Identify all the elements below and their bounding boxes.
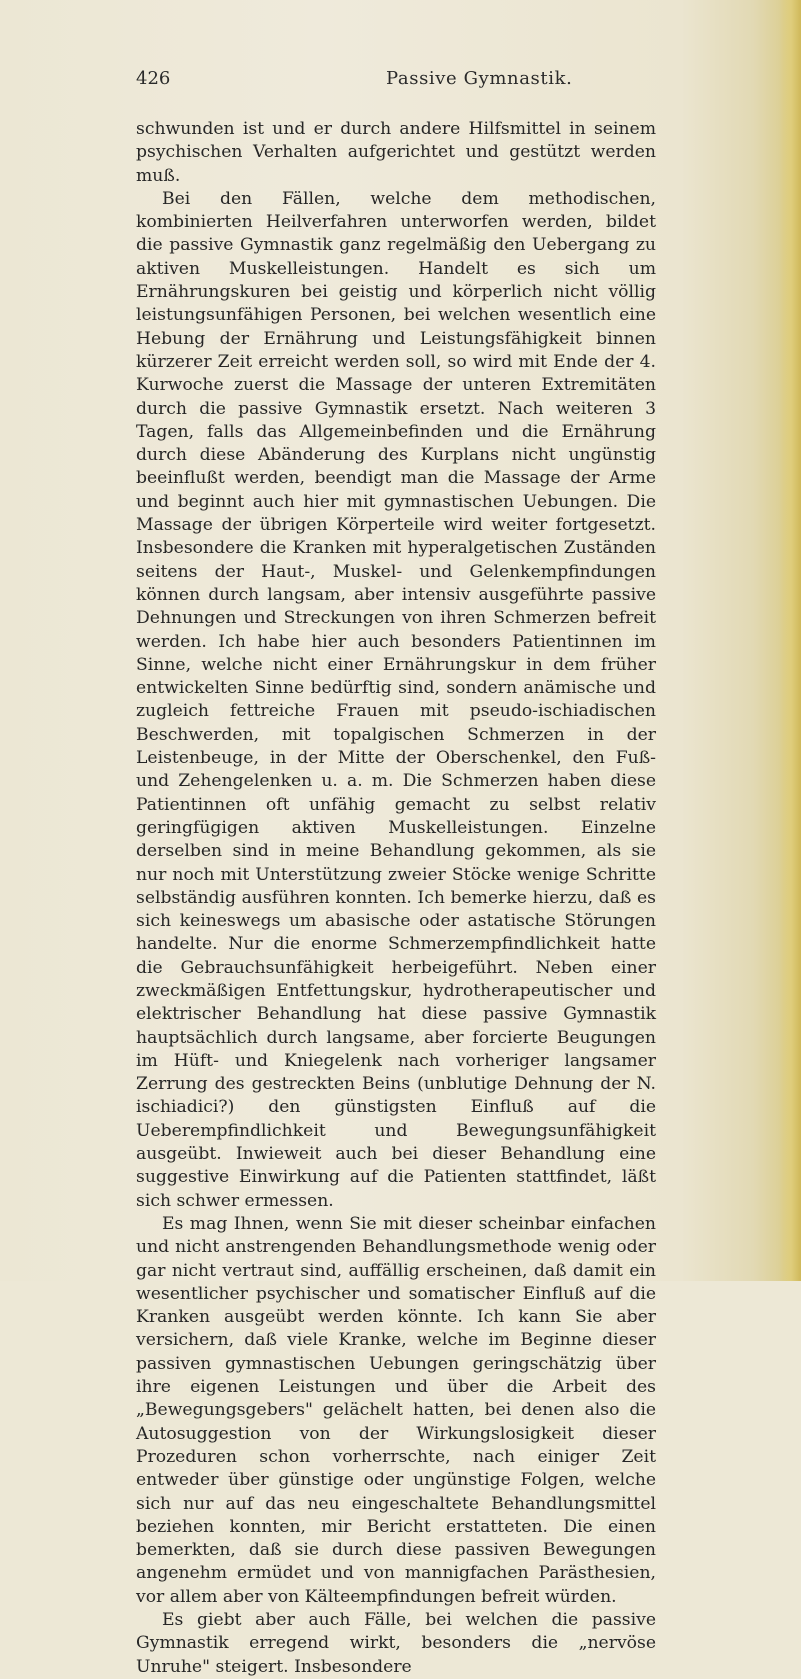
page-edge [779, 0, 801, 1281]
running-title: Passive Gymnastik. [386, 68, 573, 89]
body-text [136, 118, 656, 1679]
page-header [136, 68, 656, 98]
paragraph-1: schwunden ist und er durch andere Hilfsmittel in seinem psychischen Verhalten aufgerichtet und gestützt werden muß. [136, 119, 656, 186]
page-number: 426 [136, 68, 171, 89]
paragraph-2: Bei den Fällen, welche dem methodischen, kombinierten Heilverfahren unterworfen werden, bildet die passive Gymnastik ganz regelmäßig den Uebergang zu aktiven Muskelleistungen. Handelt es sich um Ernährungskuren bei geistig und körperlich nicht völlig leistungsunfähigen Personen, bei welchen wesentlich eine Hebung der Ernährung und Leistungsfähigkeit binnen kürzerer Zeit erreicht werden soll, so wird mit Ende der 4. Kurwoche zuerst die Massage der unteren Extremitäten durch die passive Gymnastik ersetzt. Nach weiteren 3 Tagen, falls das Allgemeinbefinden und die Ernährung durch diese Abänderung des Kurplans nicht ungünstig beeinflußt werden, beendigt man die Massage der Arme und beginnt auch hier mit gymnastischen Uebungen. Die Massage der übrigen Körperteile wird weiter fortgesetzt. Insbesondere die Kranken mit hyperalgetischen Zuständen seitens der Haut-, Muskel- und Gelenkempfindungen können durch langsam, aber intensiv ausgeführte passive Dehnungen und Streckungen von ihren Schmerzen befreit werden. Ich habe hier auch besonders Patientinnen im Sinne, welche nicht einer Ernährungskur in dem früher entwickelten Sinne bedürftig sind, sondern anämische und zugleich fettreiche Frauen mit pseudo-ischiadischen Beschwerden, mit topalgischen Schmerzen in der Leistenbeuge, in der Mitte der Oberschenkel, den Fuß- und Zehengelenken u. a. m. Die Schmerzen haben diese Patientinnen oft unfähig gemacht zu selbst relativ geringfügigen aktiven Muskelleistungen. Einzelne derselben sind in meine Behandlung gekommen, als sie nur noch mit Unterstützung zweier Stöcke wenige Schritte selbständig ausführen konnten. Ich bemerke hierzu, daß es sich keineswegs um abasische oder astatische Störungen handelte. Nur die enorme Schmerzempfindlichkeit hatte die Gebrauchsunfähigkeit herbeigeführt. Neben einer zweckmäßigen Entfettungskur, hydrotherapeutischer und elektrischer Behandlung hat diese passive Gymnastik hauptsächlich durch langsame, aber forcierte Beugungen im Hüft- und Kniegelenk nach vorheriger langsamer Zerrung des gestreckten Beins (unblutige Dehnung der N. ischiadici?) den günstigsten Einfluß auf die Ueberempfindlichkeit und Bewegungsunfähigkeit ausgeübt. Inwieweit auch bei dieser Behandlung eine suggestive Einwirkung auf die Patienten stattfindet, läßt sich schwer ermessen. [136, 188, 656, 1211]
paragraph-4: Es giebt aber auch Fälle, bei welchen die passive Gymnastik erregend wirkt, besonders die „nervöse Unruhe" steigert. Insbesondere [136, 1610, 656, 1677]
paragraph-3: Es mag Ihnen, wenn Sie mit dieser scheinbar einfachen und nicht anstrengenden Behandlungsmethode wenig oder gar nicht vertraut sind, auffällig erscheinen, daß damit ein wesentlicher psychischer und somatischer Einfluß auf die Kranken ausgeübt werden könnte. Ich kann Sie aber versichern, daß viele Kranke, welche im Beginne dieser passiven gymnastischen Uebungen geringschätzig über ihre eigenen Leistungen und über die Arbeit des „Bewegungsgebers" gelächelt hatten, bei denen also die Autosuggestion von der Wirkungslosigkeit dieser Prozeduren schon vorherrschte, nach einiger Zeit entweder über günstige oder ungünstige Folgen, welche sich nur auf das neu eingeschaltete Behandlungsmittel beziehen konnten, mir Bericht erstatteten. Die einen bemerkten, daß sie durch diese passiven Bewegungen angenehm ermüdet und von mannigfachen Parästhesien, vor allem aber von Kälteempfindungen befreit würden. [136, 1213, 656, 1607]
